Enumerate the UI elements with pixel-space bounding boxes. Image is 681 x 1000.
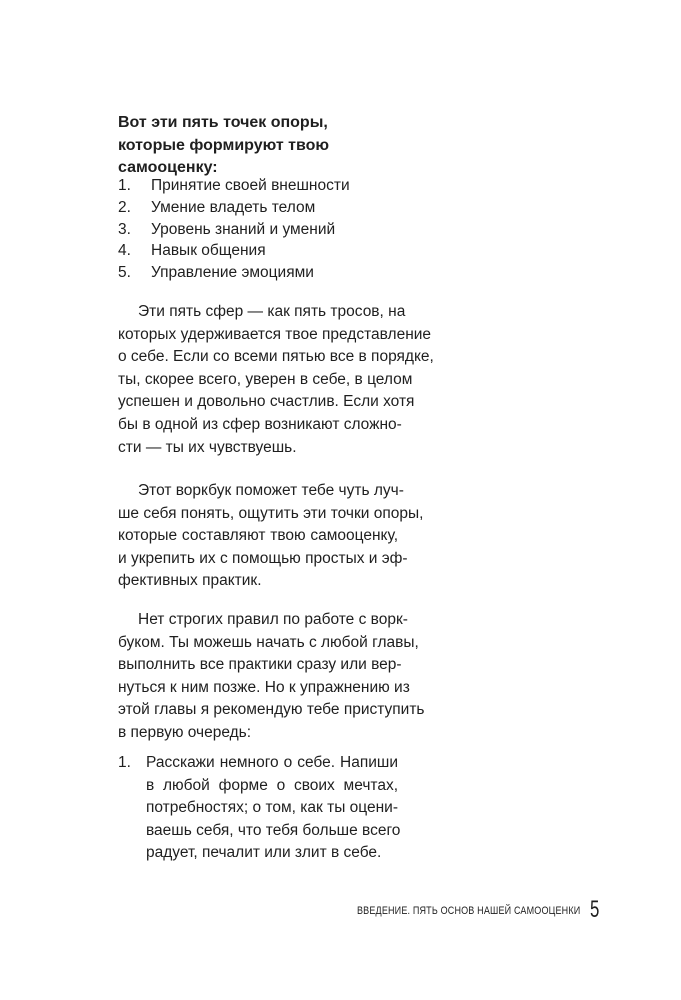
- heading-line: самооценку:: [118, 159, 218, 177]
- paragraph-line: о себе. Если со всеми пятью все в порядке,: [118, 348, 434, 366]
- paragraph-line: ше себя понять, ощутить эти точки опоры,: [118, 504, 424, 522]
- list-item: [118, 240, 350, 262]
- list-item-text: Принятие своей внешности: [151, 177, 350, 194]
- heading-line: Вот эти пять точек опоры,: [118, 114, 328, 131]
- list-item-number: 5.: [118, 264, 131, 282]
- task-number: 1.: [118, 754, 131, 771]
- list-item: [118, 219, 350, 241]
- paragraph-line: Эти пять сфер — как пять тросов, на: [138, 303, 406, 320]
- task-line: Расскажи немного о себе. Напиши: [146, 754, 398, 771]
- paragraph-line: бы в одной из сфер возникают сложно-: [118, 415, 402, 433]
- running-footer-chapter-title: ВВЕДЕНИЕ. ПЯТЬ ОСНОВ НАШЕЙ САМООЦЕНКИ: [357, 905, 581, 917]
- paragraph-line: этой главы я рекомендую тебе приступить: [118, 701, 425, 719]
- heading-line: которые формируют твою: [118, 136, 330, 154]
- paragraph-line: и укрепить их с помощью простых и эф-: [118, 549, 408, 567]
- paragraph-line: успешен и довольно счастлив. Если хотя: [118, 393, 415, 411]
- paragraph-line: ты, скорее всего, уверен в себе, в целом: [118, 370, 413, 388]
- list-item-text: Умение владеть телом: [151, 198, 316, 216]
- paragraph-line: Нет строгих правил по работе с ворк-: [138, 611, 408, 628]
- task-line: ваешь себя, что тебя больше всего: [146, 821, 401, 839]
- task-line: потребностях; о том, как ты оцени-: [146, 799, 398, 817]
- paragraph-line: фективных практик.: [118, 572, 262, 590]
- paragraph-line: буком. Ты можешь начать с любой главы,: [118, 633, 419, 651]
- list-item-number: 4.: [118, 242, 131, 260]
- paragraph-line: сти — ты их чувствуешь.: [118, 438, 297, 456]
- paragraph-line: которые составляют твою самооценку,: [118, 527, 398, 545]
- list-item-text: Управление эмоциями: [151, 264, 314, 282]
- list-item: [118, 262, 350, 284]
- paragraph-line: в первую очередь:: [118, 723, 252, 741]
- support-points-list: [118, 175, 350, 284]
- list-item-number: 1.: [118, 177, 131, 194]
- paragraph-workbook: [118, 480, 424, 593]
- paragraph-line: нуться к ним позже. Но к упражнению из: [118, 678, 410, 696]
- paragraph-line: которых удерживается твое представление: [118, 325, 432, 343]
- list-item-number: 3.: [118, 220, 131, 238]
- list-item-text: Навык общения: [151, 242, 266, 260]
- paragraph-rules: [118, 609, 425, 745]
- list-item-number: 2.: [118, 198, 131, 216]
- page-number: 5: [590, 896, 600, 923]
- paragraph-five-spheres: [118, 301, 434, 459]
- list-item: [118, 197, 350, 219]
- task-body: [146, 752, 401, 865]
- exercise-task: [118, 752, 401, 865]
- task-line: в любой форме о своих мечтах,: [146, 776, 398, 794]
- paragraph-line: Этот воркбук поможет тебе чуть луч-: [138, 482, 404, 499]
- list-item-text: Уровень знаний и умений: [151, 220, 336, 238]
- section-heading: [118, 112, 398, 180]
- task-line: радует, печалит или злит в себе.: [146, 844, 382, 862]
- paragraph-line: выполнить все практики сразу или вер-: [118, 656, 402, 674]
- list-item: [118, 175, 350, 197]
